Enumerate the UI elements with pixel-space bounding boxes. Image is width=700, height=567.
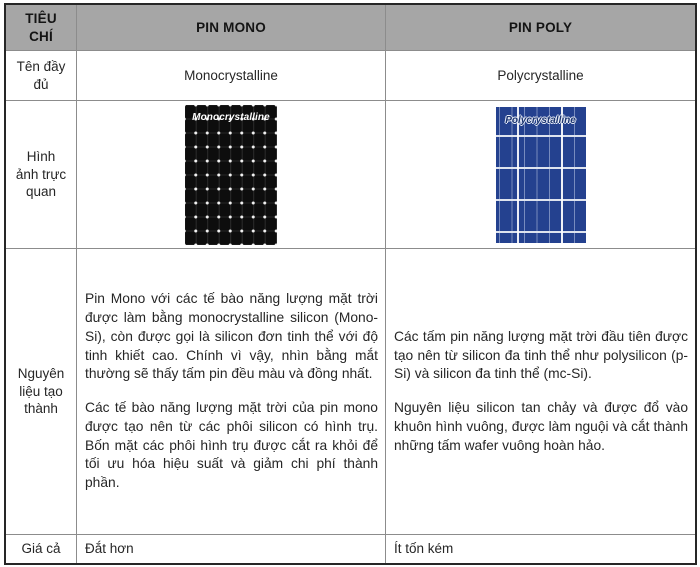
header-criteria (6, 5, 77, 51)
cell-price-mono: Đắt hơn (77, 535, 386, 563)
comparison-table (4, 3, 697, 565)
cell-visual-poly (386, 101, 695, 249)
row-label-full-name: Tên đầy đủ (6, 51, 77, 101)
mono-panel-image (185, 105, 277, 245)
cell-full-name-mono: Monocrystalline (77, 51, 386, 101)
row-label-visual: Hình ảnh trực quan (6, 101, 77, 249)
materials-mono-paragraph-1: Pin Mono với các tế bào năng lượng mặt trời được làm bằng monocrystalline silicon (Mono-Si), còn được gọi là silicon đơn tinh thể với độ tinh khiết cao. Chính vì vậy, nhìn bằng mắt thường sẽ thấy tấm pin đều màu và đồng nhất. (85, 291, 378, 382)
header-pin-mono-label: PIN MONO (196, 19, 266, 35)
materials-mono-paragraph-2: Các tế bào năng lượng mặt trời của pin mono được tạo nên từ các phôi silicon có hình trụ. Bốn mặt các phôi hình trụ được cắt ra khỏi để tối ưu hóa hiệu suất và giảm chi phí thành phần. (85, 400, 378, 490)
poly-panel-caption: Polycrystalline (505, 114, 576, 126)
header-pin-mono (77, 5, 386, 51)
header-pin-poly (386, 5, 695, 51)
mono-panel-caption: Monocrystalline (192, 111, 270, 123)
materials-poly-paragraph-1: Các tấm pin năng lượng mặt trời đầu tiên được tạo nên từ silicon đa tinh thể như polysilicon (p-Si) và silicon đa tinh thể (mc-Si). (394, 328, 688, 382)
row-label-materials: Nguyên liệu tạo thành (6, 249, 77, 535)
header-pin-poly-label: PIN POLY (508, 19, 573, 35)
cell-full-name-poly: Polycrystalline (386, 51, 695, 101)
cell-visual-mono (77, 101, 386, 249)
cell-materials-poly (386, 249, 695, 535)
cell-materials-mono (77, 249, 386, 535)
materials-poly-paragraph-2: Nguyên liệu silicon tan chảy và được đổ vào khuôn hình vuông, được làm nguội và cắt thành những tấm wafer vuông hoàn hảo. (394, 400, 688, 453)
row-label-price: Giá cả (6, 535, 77, 563)
poly-panel-image (496, 107, 586, 243)
header-criteria-label: TIÊU CHÍ (25, 10, 57, 44)
cell-price-poly: Ít tốn kém (394, 541, 454, 557)
